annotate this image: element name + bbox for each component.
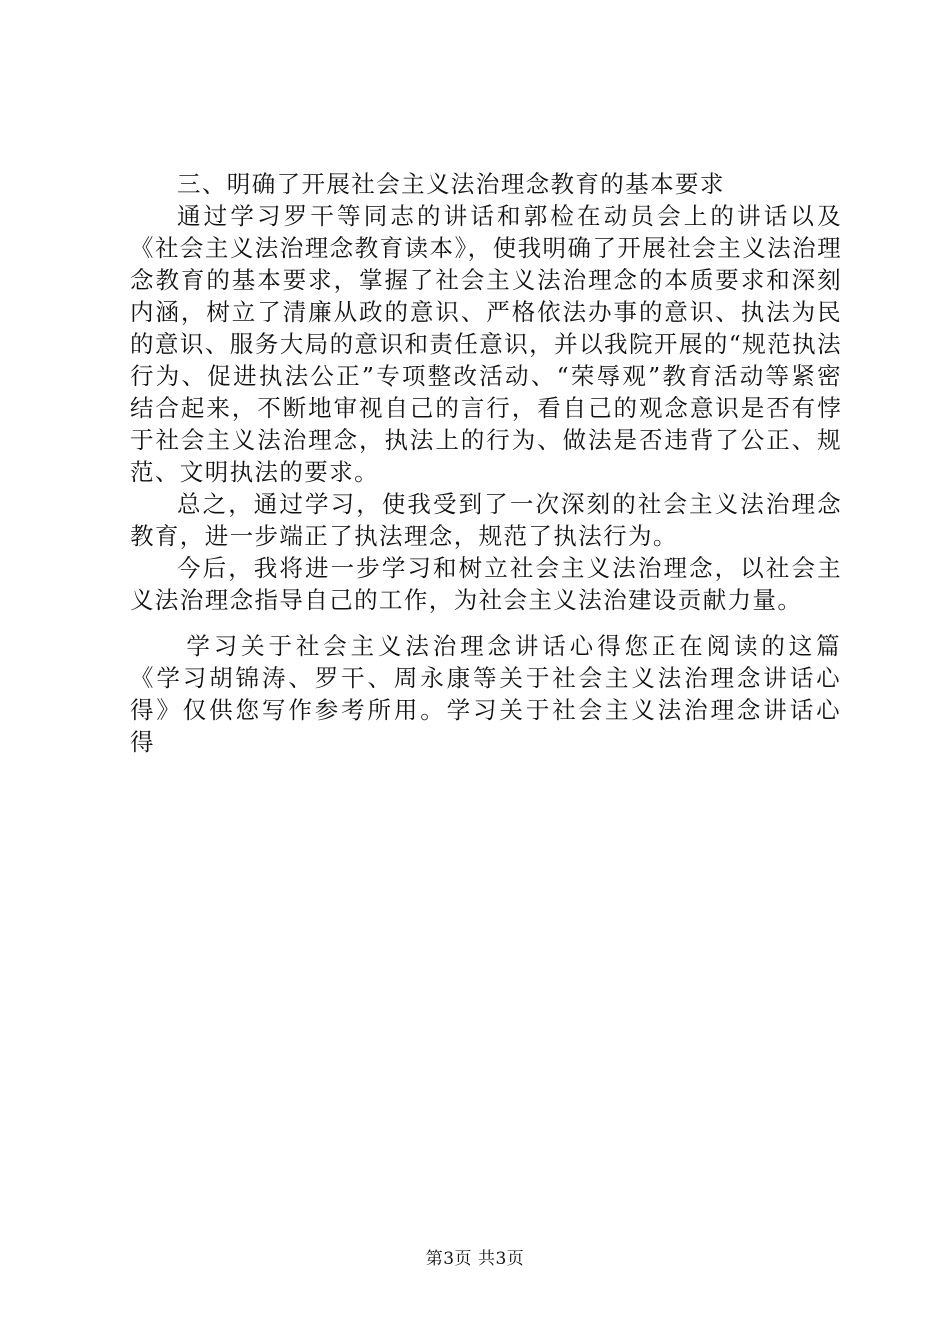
section-heading: 三、明确了开展社会主义法治理念教育的基本要求: [177, 170, 725, 198]
document-body: [130, 168, 842, 616]
body-paragraph-3: 今后，我将进一步学习和树立社会主义法治理念，以社会主义法治理念指导自己的工作，为社会主义法治建设贡献力量。: [130, 554, 842, 614]
body-paragraph-1: 通过学习罗干等同志的讲话和郭检在动员会上的讲话以及《社会主义法治理念教育读本》，使我明确了开展社会主义法治理念教育的基本要求，掌握了社会主义法治理念的本质要求和深刻内涵，树立了清廉从政的意识、严格依法办事的意识、执法为民的意识、服务大局的意识和责任意识，并以我院开展的“规范执法行为、促进执法公正”专项整改活动、“荣辱观”教育活动等紧密结合起来，不断地审视自己的言行，看自己的观念意识是否有悖于社会主义法治理念，执法上的行为、做法是否违背了公正、规范、文明执法的要求。: [130, 202, 842, 486]
page-footer: [0, 1244, 950, 1269]
body-paragraph-2: 总之，通过学习，使我受到了一次深刻的社会主义法治理念教育，进一步端正了执法理念，规范了执法行为。: [130, 490, 842, 550]
reference-note: 学习关于社会主义法治理念讲话心得您正在阅读的这篇《学习胡锦涛、罗干、周永康等关于社会主义法治理念讲话心得》仅供您写作参考所用。学习关于社会主义法治理念讲话心得: [130, 632, 842, 756]
page-number: 第3页 共3页: [425, 1249, 525, 1269]
